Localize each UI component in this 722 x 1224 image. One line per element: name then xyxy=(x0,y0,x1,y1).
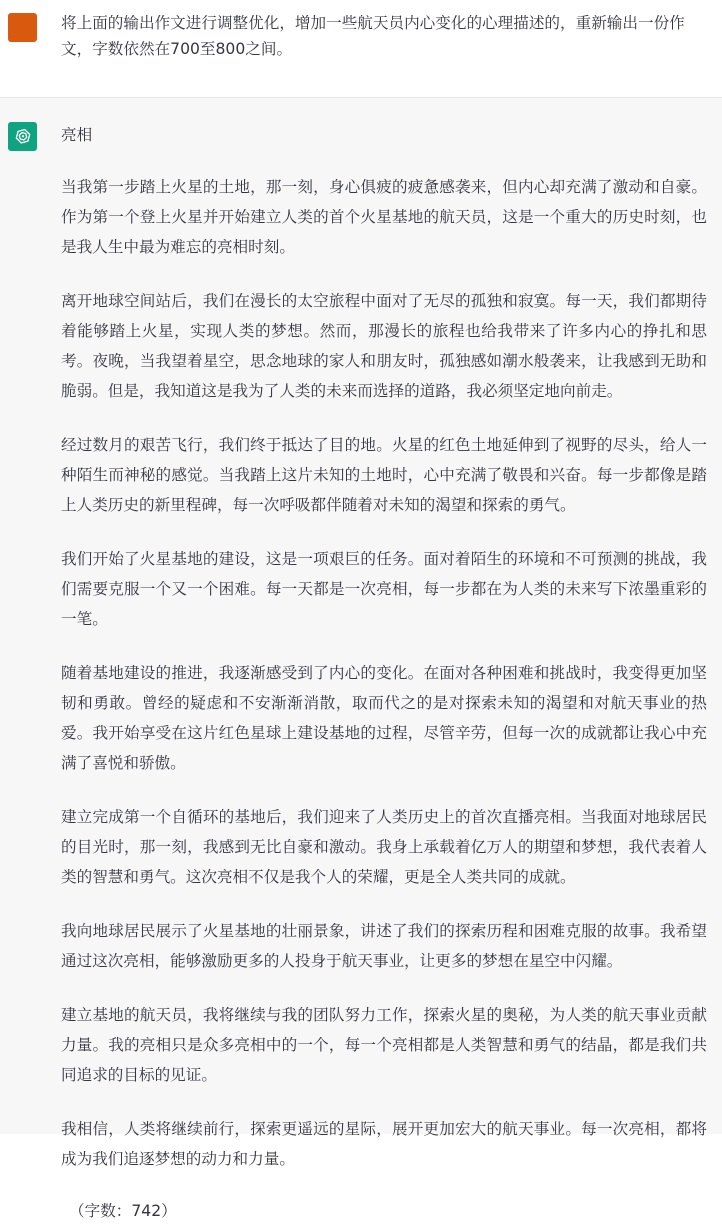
essay-paragraph: 建立完成第一个自循环的基地后，我们迎来了人类历史上的首次直播亮相。当我面对地球居民的目光时，那一刻，我感到无比自豪和激动。我身上承载着亿万人的期望和梦想，我代表着人类的智慧和勇气。这次亮相不仅是我个人的荣耀，更是全人类共同的成就。 xyxy=(61,808,707,886)
essay-paragraph: 经过数月的艰苦飞行，我们终于抵达了目的地。火星的红色土地延伸到了视野的尽头，给人一种陌生而神秘的感觉。当我踏上这片未知的土地时，心中充满了敬畏和兴奋。每一步都像是踏上人类历史的新里程碑，每一次呼吸都伴随着对未知的渴望和探索的勇气。 xyxy=(61,436,707,514)
essay-paragraph: 当我第一步踏上火星的土地，那一刻，身心俱疲的疲惫感袭来，但内心却充满了激动和自豪。作为第一个登上火星并开始建立人类的首个火星基地的航天员，这是一个重大的历史时刻，也是我人生中最为难忘的亮相时刻。 xyxy=(61,178,707,256)
essay-paragraph: 我们开始了火星基地的建设，这是一项艰巨的任务。面对着陌生的环境和不可预测的挑战，我们需要克服一个又一个困难。每一天都是一次亮相，每一步都在为人类的未来写下浓墨重彩的一笔。 xyxy=(61,550,707,628)
user-message xyxy=(0,0,722,98)
essay-paragraph: 随着基地建设的推进，我逐渐感受到了内心的变化。在面对各种困难和挑战时，我变得更加坚韧和勇敢。曾经的疑虑和不安渐渐消散，取而代之的是对探索未知的渴望和对航天事业的热爱。我开始享受在这片红色星球上建设基地的过程，尽管辛劳，但每一次的成就都让我心中充满了喜悦和骄傲。 xyxy=(61,664,707,772)
essay-paragraph: 建立基地的航天员，我将继续与我的团队努力工作，探索火星的奥秘，为人类的航天事业贡献力量。我的亮相只是众多亮相中的一个，每一个亮相都是人类智慧和勇气的结晶，都是我们共同追求的目标的见证。 xyxy=(61,1006,707,1084)
essay-paragraph: 我向地球居民展示了火星基地的壮丽景象，讲述了我们的探索历程和困难克服的故事。我希望通过这次亮相，能够激励更多的人投身于航天事业，让更多的梦想在星空中闪耀。 xyxy=(61,922,707,970)
chatgpt-logo-icon xyxy=(8,122,37,151)
assistant-response xyxy=(61,122,707,1224)
word-count: （字数：742） xyxy=(69,1202,177,1220)
assistant-message xyxy=(0,98,722,1220)
essay-paragraph: 离开地球空间站后，我们在漫长的太空旅程中面对了无尽的孤独和寂寞。每一天，我们都期待着能够踏上火星，实现人类的梦想。然而，那漫长的旅程也给我带来了许多内心的挣扎和思考。夜晚，当我望着星空，思念地球的家人和朋友时，孤独感如潮水般袭来，让我感到无助和脆弱。但是，我知道这是我为了人类的未来而选择的道路，我必须坚定地向前走。 xyxy=(61,292,707,400)
essay-title: 亮相 xyxy=(61,126,93,144)
user-prompt-text: 将上面的输出作文进行调整优化，增加一些航天员内心变化的心理描述的，重新输出一份作文，字数依然在700至800之间。 xyxy=(61,14,685,58)
user-avatar xyxy=(8,13,37,42)
essay-paragraph: 我相信，人类将继续前行，探索更遥远的星际，展开更加宏大的航天事业。每一次亮相，都将成为我们追逐梦想的动力和力量。 xyxy=(61,1120,707,1168)
